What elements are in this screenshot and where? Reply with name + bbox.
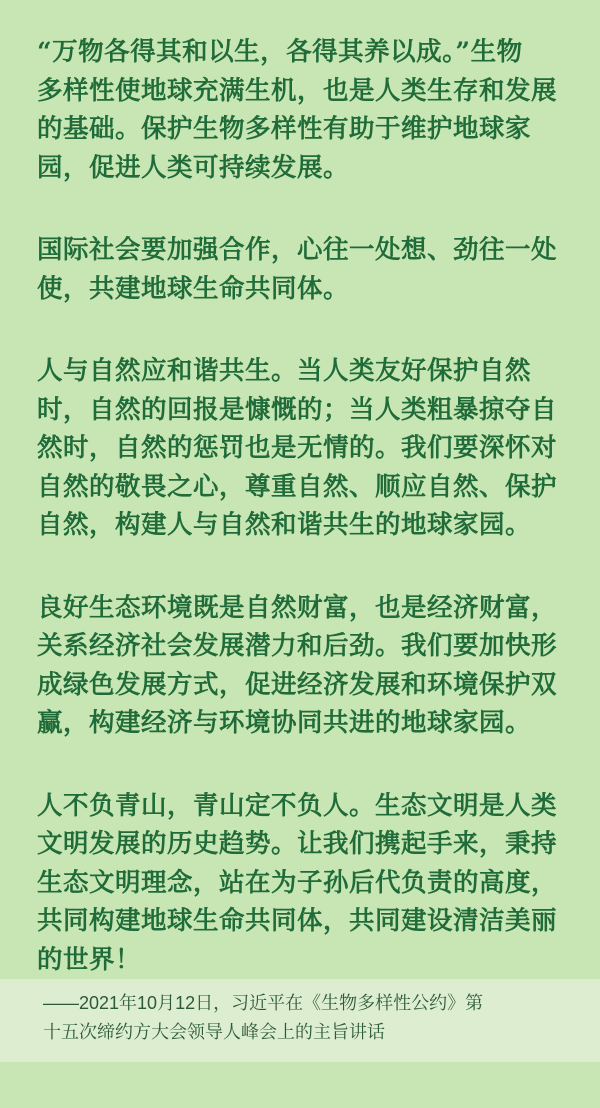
text-line: 人不负青山，青山定不负人。生态文明是人类	[37, 790, 558, 821]
text-line: 成绿色发展方式，促进经济发展和环境保护双	[37, 669, 558, 700]
text-line: 的基础。保护生物多样性有助于维护地球家	[37, 114, 532, 144]
text-line: 良好生态环境既是自然财富，也是经济财富，	[37, 592, 558, 623]
paragraph-4	[37, 589, 567, 743]
paragraph-2	[37, 231, 567, 308]
paragraph-5	[37, 787, 567, 980]
text-line: 文明发展的历史趋势。让我们携起手来，秉持	[37, 829, 558, 859]
text-line: 时，自然的回报是慷慨的；当人类粗暴掠夺自	[37, 394, 558, 425]
speech-content	[37, 33, 567, 1023]
text-line: 多样性使地球充满生机，也是人类生存和发展	[37, 75, 558, 106]
text-line: 关系经济社会发展潜力和后劲。我们要加快形	[37, 631, 558, 661]
text-line: “万物各得其和以生，各得其养以成。”生物	[37, 37, 523, 67]
text-line: 自然，构建人与自然和谐共生的地球家园。	[37, 510, 532, 540]
source-line: 十五次缔约方大会领导人峰会上的主旨讲话	[43, 1022, 385, 1042]
text-line: 自然的敬畏之心，尊重自然、顺应自然、保护	[37, 471, 558, 502]
text-line: 人与自然应和谐共生。当人类友好保护自然	[37, 356, 532, 386]
text-line: 生态文明理念，站在为子孙后代负责的高度，	[37, 867, 558, 898]
text-line: 共同构建地球生命共同体，共同建设清洁美丽	[37, 906, 558, 936]
text-line: 赢，构建经济与环境协同共进的地球家园。	[37, 708, 532, 738]
paragraph-1	[37, 33, 567, 187]
source-line: ——2021年10月12日，习近平在《生物多样性公约》第	[43, 993, 484, 1013]
text-line: 然时，自然的惩罚也是无情的。我们要深怀对	[37, 433, 558, 463]
source-attribution	[43, 989, 563, 1047]
text-line: 使，共建地球生命共同体。	[37, 273, 350, 304]
text-line: 国际社会要加强合作，心往一处想、劲往一处	[37, 235, 558, 265]
text-line: 园，促进人类可持续发展。	[37, 152, 350, 183]
text-line: 的世界！	[37, 944, 142, 975]
paragraph-3	[37, 352, 567, 545]
